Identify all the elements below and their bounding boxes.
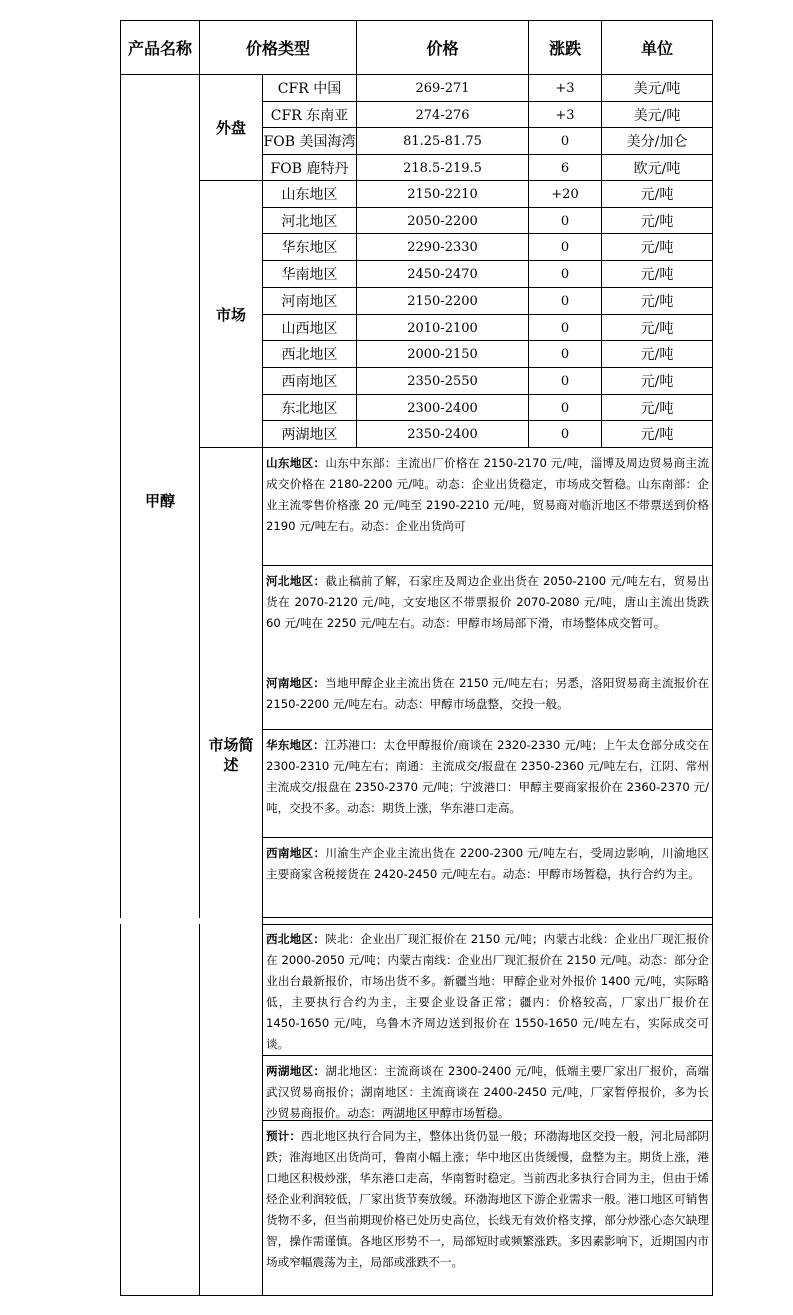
description-5 — [263, 839, 712, 918]
description-2 — [263, 567, 712, 658]
description-7 — [263, 1057, 712, 1119]
outer_rows-change: +3 — [555, 107, 575, 123]
header-price: 价格 — [426, 39, 459, 58]
description-text: 陕北：企业出厂现汇报价在 2150 元/吨；内蒙古北线：企业出厂现汇报价在 2000-2050 元/吨；内蒙古南线：企业出厂现汇报价在 2150 元/吨。动态：部分企业出台最新报价，市场出货不多。新疆当地：甲醇企业对外报价 1400 元/吨，实际略低，主要执行合约为主，主要企业设备正常；疆内：价格较高，厂家出厂报价在 1450-1650 元/吨，乌鲁木齐周边送到报价在 1550-1650 元/吨左右，实际成交可谈。 — [266, 932, 709, 1051]
market_rows-name: 河南地区 — [281, 294, 338, 310]
market_rows-name: 山东地区 — [281, 187, 338, 203]
market_rows-name: 西南地区 — [281, 374, 338, 390]
market_rows-unit: 元/吨 — [640, 401, 674, 417]
description-region-label: 山东地区： — [266, 456, 326, 470]
outer_rows-name: CFR 东南亚 — [270, 108, 349, 124]
market_rows-price: 2000-2150 — [407, 346, 478, 362]
market_rows-price: 2350-2400 — [407, 426, 478, 442]
outer_rows-change: 0 — [560, 133, 570, 149]
market_rows-change: 0 — [560, 346, 570, 362]
header-product: 产品名称 — [127, 39, 192, 58]
description-region-label: 河北地区： — [266, 574, 326, 588]
description-text: 川渝生产企业主流出货在 2200-2300 元/吨左右，受周边影响，川渝地区主要商家含税接货在 2420-2450 元/吨左右。动态：甲醇市场暂稳，执行合约为主。 — [266, 846, 709, 881]
market_rows-unit: 元/吨 — [640, 267, 674, 283]
market_rows-price: 2300-2400 — [407, 400, 478, 416]
description-text: 截止稿前了解，石家庄及周边企业出货在 2050-2100 元/吨左右，贸易出货在 2070-2120 元/吨，文安地区不带票报价 2070-2080 元/吨，唐山主流出货跌 60 元/吨在 2250 元/吨左右。动态：甲醇市场局部下滑，市场整体成交暂可。 — [266, 574, 709, 630]
market_rows-name: 华东地区 — [281, 240, 338, 256]
description-text: 西北地区执行合同为主，整体出货仍显一般；环渤海地区交投一般，河北局部阴跌；淮海地区出货尚可，鲁南小幅上涨；华中地区出货缓慢，盘整为主。期货上涨，港口地区积极炒涨，华东港口走高，华南暂时稳定。当前西北多执行合同为主，但由于烯烃企业利润较低，厂家出货节奏放缓。环渤海地区下游企业需求一般。港口地区可销售货物不多，但当前期现价格已处历史高位，长线无有效价格支撑，部分炒涨心态欠缺理智，操作需谨慎。各地区形势不一，局部短时或频繁涨跌。多因素影响下，近期国内市场或窄幅震荡为主，局部或涨跌不一。 — [266, 1129, 709, 1269]
market_rows-unit: 元/吨 — [640, 294, 674, 310]
market_rows-change: 0 — [560, 293, 570, 309]
description-6 — [263, 925, 712, 1056]
product-name: 甲醇 — [144, 491, 175, 510]
market_rows-name: 两湖地区 — [281, 427, 338, 443]
market_rows-price: 2290-2330 — [407, 239, 478, 255]
header-change: 涨跌 — [548, 39, 581, 58]
market_rows-change: 0 — [560, 213, 570, 229]
outer_rows-unit: 美分/加仑 — [626, 134, 688, 150]
description-4 — [263, 731, 712, 836]
description-text: 山东中东部：主流出厂价格在 2150-2170 元/吨，淄博及周边贸易商主流成交价格在 2180-2200 元/吨。动态：企业出货稳定，市场成交暂稳。山东南部：企业主流零售价格涨 20 元/吨至 2190-2210 元/吨，贸易商对临沂地区不带票送到价格 2190 元/吨左右。动态：企业出货尚可 — [266, 456, 709, 533]
outer_rows-price: 218.5-219.5 — [403, 160, 482, 176]
outer_rows-name: FOB 美国海湾 — [263, 134, 356, 150]
description-1 — [263, 449, 712, 564]
market_rows-name: 东北地区 — [281, 401, 338, 417]
market_rows-unit: 元/吨 — [640, 347, 674, 363]
market_rows-change: 0 — [560, 239, 570, 255]
market_rows-unit: 元/吨 — [640, 427, 674, 443]
outer_rows-unit: 欧元/吨 — [633, 161, 681, 177]
description-region-label: 两湖地区： — [266, 1064, 326, 1078]
header-unit: 单位 — [640, 39, 673, 58]
market_rows-price: 2150-2210 — [407, 186, 478, 202]
description-3 — [263, 669, 712, 728]
description-text: 当地甲醇企业主流出货在 2150 元/吨左右；另悉，洛阳贸易商主流报价在 2150-2200 元/吨左右。动态：甲醇市场盘整，交投一般。 — [266, 676, 709, 711]
market_rows-name: 山西地区 — [281, 321, 338, 337]
market_rows-price: 2050-2200 — [407, 213, 478, 229]
market_rows-unit: 元/吨 — [640, 374, 674, 390]
description-region-label: 河南地区： — [266, 676, 326, 690]
market_rows-change: 0 — [560, 400, 570, 416]
outer_rows-change: +3 — [555, 80, 575, 96]
market_rows-unit: 元/吨 — [640, 214, 674, 230]
outer_rows-unit: 美元/吨 — [633, 108, 681, 124]
description-region-label: 预计： — [266, 1129, 301, 1143]
description-region-label: 华东地区： — [266, 738, 325, 752]
outer_rows-unit: 美元/吨 — [633, 81, 681, 97]
market_rows-change: 0 — [560, 373, 570, 389]
header-price-type: 价格类型 — [245, 39, 310, 58]
market_rows-change: 0 — [560, 266, 570, 282]
market_rows-price: 2350-2550 — [407, 373, 478, 389]
market_rows-price: 2010-2100 — [407, 320, 478, 336]
market_rows-unit: 元/吨 — [640, 321, 674, 337]
description-text: 江苏港口：太仓甲醇报价/商谈在 2320-2330 元/吨；上午太仓部分成交在 2300-2310 元/吨左右；南通：主流成交/报盘在 2350-2360 元/吨左右，江阴、常州主流成交/报盘在 2350-2370 元/吨；宁波港口：甲醇主要商家报价在 2360-2370 元/吨，交投不多。动态：期货上涨，华东港口走高。 — [266, 738, 709, 815]
market_rows-change: +20 — [551, 186, 579, 202]
market_rows-name: 华南地区 — [281, 267, 338, 283]
market_rows-name: 西北地区 — [281, 347, 338, 363]
group-outer: 外盘 — [215, 119, 246, 137]
group-market: 市场 — [215, 305, 246, 324]
description-8 — [263, 1122, 712, 1296]
market_rows-unit: 元/吨 — [640, 187, 674, 203]
market_rows-price: 2150-2200 — [407, 293, 478, 309]
description-region-label: 西南地区： — [266, 846, 326, 860]
market_rows-change: 0 — [560, 426, 570, 442]
outer_rows-price: 269-271 — [415, 80, 470, 96]
outer_rows-change: 6 — [560, 160, 570, 176]
market_rows-price: 2450-2470 — [407, 266, 478, 282]
description-text: 湖北地区：主流商谈在 2300-2400 元/吨，低端主要厂家出厂报价，高端武汉贸易商报价；湖南地区：主流商谈在 2400-2450 元/吨，厂家暂停报价，多为长沙贸易商报价。动态：两湖地区甲醇市场暂稳。 — [266, 1064, 709, 1119]
market_rows-unit: 元/吨 — [640, 240, 674, 256]
outer_rows-price: 274-276 — [415, 107, 470, 123]
outer_rows-name: CFR 中国 — [277, 81, 342, 97]
market_rows-change: 0 — [560, 320, 570, 336]
market_rows-name: 河北地区 — [281, 214, 338, 230]
group-brief: 市场简述 — [208, 736, 254, 774]
outer_rows-name: FOB 鹿特丹 — [270, 161, 349, 177]
description-region-label: 西北地区： — [266, 932, 326, 946]
outer_rows-price: 81.25-81.75 — [403, 133, 482, 149]
